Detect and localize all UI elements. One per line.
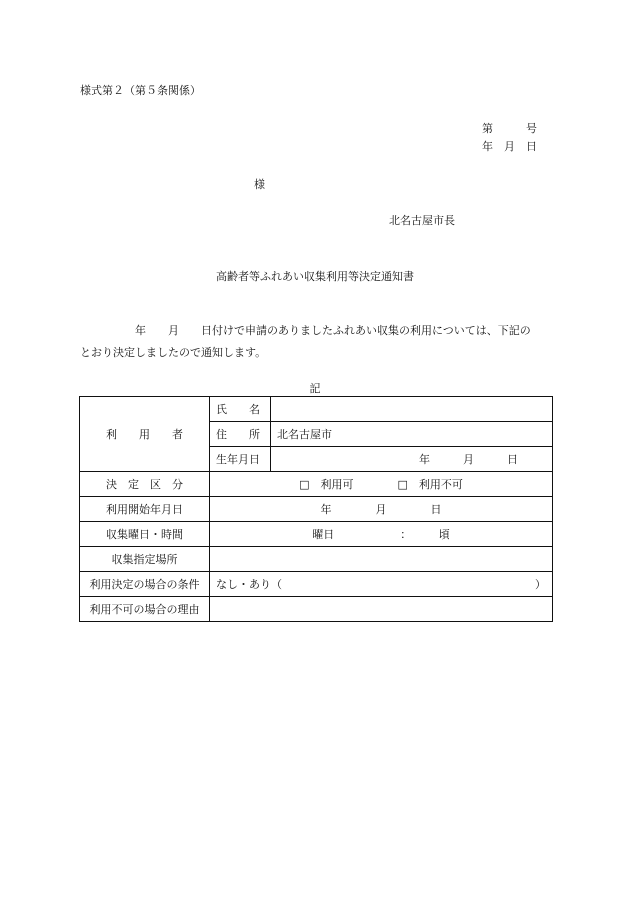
table-row xyxy=(80,597,553,622)
place-label-cell xyxy=(80,547,210,572)
body-text-line-1: 年 月 日付けで申請のありましたふれあい収集の利用については、下記の xyxy=(80,324,531,337)
day-value: 曜日 ： 頃 xyxy=(312,528,450,541)
condition-value: なし・あり（ xyxy=(216,578,282,591)
day-label: 収集曜日・時間 xyxy=(106,528,183,541)
birth-label: 生年月日 xyxy=(216,453,260,466)
address-value: 北名古屋市 xyxy=(277,428,332,441)
name-label-cell xyxy=(210,397,271,422)
day-value-cell[interactable] xyxy=(210,522,553,547)
decision-table xyxy=(79,396,553,622)
reason-value-cell[interactable] xyxy=(210,597,553,622)
reason-label-cell xyxy=(80,597,210,622)
place-label: 収集指定場所 xyxy=(111,553,178,566)
table-row xyxy=(80,547,553,572)
address-value-cell[interactable] xyxy=(271,422,553,447)
user-label-cell xyxy=(80,397,210,472)
form-identifier: 様式第２（第５条関係） xyxy=(80,84,201,97)
birth-value: 年 月 日 xyxy=(419,453,518,466)
condition-close: ） xyxy=(535,578,546,591)
start-value-cell[interactable] xyxy=(210,497,553,522)
decision-label: 決 定 区 分 xyxy=(106,478,183,491)
table-row xyxy=(80,497,553,522)
start-label-cell xyxy=(80,497,210,522)
table-row xyxy=(80,397,553,422)
decision-value-cell[interactable] xyxy=(210,472,553,497)
document-number: 第 号 xyxy=(482,122,537,135)
name-label: 氏 名 xyxy=(216,403,260,416)
body-text-line-2: とおり決定しましたので通知します。 xyxy=(80,346,267,359)
user-label: 利 用 者 xyxy=(106,428,183,441)
day-label-cell xyxy=(80,522,210,547)
table-row xyxy=(80,522,553,547)
condition-label: 利用決定の場合の条件 xyxy=(89,578,200,591)
issuer-name: 北名古屋市長 xyxy=(389,214,455,227)
reason-label: 利用不可の場合の理由 xyxy=(89,603,200,616)
condition-value-cell[interactable] xyxy=(210,572,553,597)
ki-heading: 記 xyxy=(309,382,321,395)
start-value: 年 月 日 xyxy=(320,503,442,516)
document-date: 年 月 日 xyxy=(482,140,537,153)
address-label: 住 所 xyxy=(216,428,260,441)
document-title: 高齢者等ふれあい収集利用等決定通知書 xyxy=(216,270,414,283)
birth-value-cell[interactable] xyxy=(271,447,553,472)
decision-options: □ 利用可 □ 利用不可 xyxy=(299,478,463,491)
address-label-cell xyxy=(210,422,271,447)
place-value-cell[interactable] xyxy=(210,547,553,572)
table-row xyxy=(80,572,553,597)
birth-label-cell xyxy=(210,447,271,472)
table-row xyxy=(80,472,553,497)
start-label: 利用開始年月日 xyxy=(106,503,183,516)
name-value-cell[interactable] xyxy=(271,397,553,422)
decision-label-cell xyxy=(80,472,210,497)
recipient-honorific: 様 xyxy=(254,178,265,191)
condition-label-cell xyxy=(80,572,210,597)
